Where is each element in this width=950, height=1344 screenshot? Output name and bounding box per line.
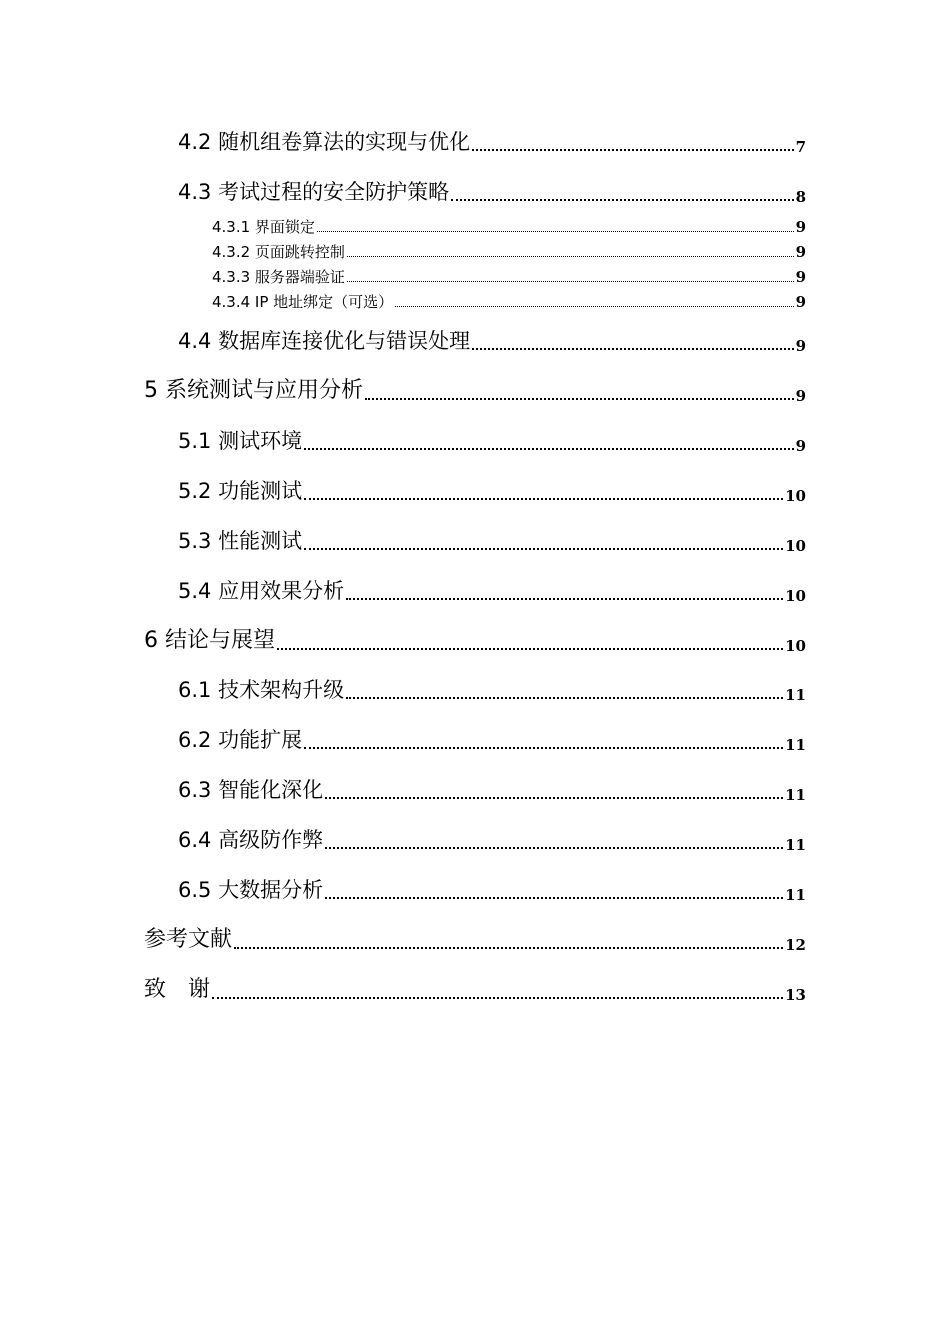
toc-entry-page-number: 10 xyxy=(785,637,806,655)
toc-dot-leader xyxy=(317,231,794,232)
toc-entry-5-2[interactable] xyxy=(178,476,806,506)
toc-entry-page-number: 9 xyxy=(795,337,806,355)
toc-entry-page-number: 9 xyxy=(795,293,806,311)
toc-entry-title: 6.5 大数据分析 xyxy=(178,878,324,902)
toc-entry-page-number: 11 xyxy=(785,886,806,904)
toc-entry-title: 6 结论与展望 xyxy=(144,628,275,653)
toc-entry-6[interactable] xyxy=(144,626,806,656)
toc-entry-title: 4.3.4 IP 地址绑定（可选） xyxy=(212,293,394,311)
toc-entry-4-3-3[interactable] xyxy=(212,267,806,287)
toc-entry-page-number: 9 xyxy=(795,387,806,405)
toc-entry-6-4[interactable] xyxy=(178,825,806,855)
toc-entry-page-number: 11 xyxy=(785,836,806,854)
toc-entry-page-number: 9 xyxy=(795,218,806,236)
toc-entry-4-4[interactable] xyxy=(178,326,806,356)
toc-entry-title: 参考文献 xyxy=(144,927,233,952)
toc-dot-leader xyxy=(325,897,783,899)
toc-entry-6-5[interactable] xyxy=(178,875,806,905)
toc-entry-4-3[interactable] xyxy=(178,177,806,207)
toc-entry-acknowledgements[interactable] xyxy=(144,975,806,1005)
toc-entry-5-4[interactable] xyxy=(178,576,806,606)
toc-entry-page-number: 11 xyxy=(785,686,806,704)
toc-entry-page-number: 10 xyxy=(785,487,806,505)
toc-dot-leader xyxy=(325,797,783,799)
toc-entry-title: 6.1 技术架构升级 xyxy=(178,678,345,702)
toc-dot-leader xyxy=(395,306,793,307)
toc-entry-title: 5.2 功能测试 xyxy=(178,479,303,503)
toc-entry-page-number: 10 xyxy=(785,537,806,555)
toc-entry-5-1[interactable] xyxy=(178,426,806,456)
toc-entry-title: 5.4 应用效果分析 xyxy=(178,579,345,603)
toc-entry-page-number: 11 xyxy=(785,736,806,754)
toc-entry-title: 6.3 智能化深化 xyxy=(178,778,324,802)
toc-entry-title: 6.2 功能扩展 xyxy=(178,728,303,752)
toc-entry-title: 4.3.1 界面锁定 xyxy=(212,218,315,236)
toc-entry-6-2[interactable] xyxy=(178,725,806,755)
toc-dot-leader xyxy=(347,256,794,257)
toc-entry-title: 5.1 测试环境 xyxy=(178,429,303,453)
toc-entry-page-number: 8 xyxy=(795,188,806,206)
toc-dot-leader xyxy=(346,598,783,600)
toc-entry-title: 4.3.2 页面跳转控制 xyxy=(212,243,345,261)
toc-dot-leader xyxy=(304,498,783,500)
toc-entry-title: 4.3 考试过程的安全防护策略 xyxy=(178,180,450,204)
toc-entry-page-number: 12 xyxy=(785,936,806,954)
toc-entry-title: 5.3 性能测试 xyxy=(178,529,303,553)
toc-entry-6-3[interactable] xyxy=(178,775,806,805)
toc-entry-page-number: 11 xyxy=(785,786,806,804)
toc-dot-leader xyxy=(325,847,783,849)
toc-entry-page-number: 9 xyxy=(795,268,806,286)
toc-dot-leader xyxy=(304,747,783,749)
toc-entry-title: 4.3.3 服务器端验证 xyxy=(212,268,345,286)
toc-entry-4-3-4[interactable] xyxy=(212,292,806,312)
toc-dot-leader xyxy=(304,548,783,550)
toc-entry-6-1[interactable] xyxy=(178,675,806,705)
toc-dot-leader xyxy=(346,697,783,699)
toc-dot-leader xyxy=(365,398,794,400)
toc-entry-page-number: 9 xyxy=(795,437,806,455)
toc-entry-5[interactable] xyxy=(144,376,806,406)
toc-entry-title: 4.4 数据库连接优化与错误处理 xyxy=(178,329,471,353)
toc-entry-page-number: 7 xyxy=(795,138,806,156)
toc-dot-leader xyxy=(451,199,793,201)
toc-entry-4-2[interactable] xyxy=(178,127,806,157)
toc-entry-page-number: 10 xyxy=(785,587,806,605)
toc-entry-page-number: 13 xyxy=(785,986,806,1004)
toc-dot-leader xyxy=(472,149,793,151)
toc-entry-title: 4.2 随机组卷算法的实现与优化 xyxy=(178,130,471,154)
toc-entry-4-3-2[interactable] xyxy=(212,242,806,262)
toc-dot-leader xyxy=(212,997,783,999)
toc-dot-leader xyxy=(472,348,793,350)
toc-dot-leader xyxy=(234,947,783,949)
toc-entry-4-3-1[interactable] xyxy=(212,217,806,237)
toc-entry-page-number: 9 xyxy=(795,243,806,261)
toc-dot-leader xyxy=(304,448,793,450)
toc-entry-5-3[interactable] xyxy=(178,526,806,556)
toc-dot-leader xyxy=(347,281,794,282)
toc-entry-title: 6.4 高级防作弊 xyxy=(178,828,324,852)
toc-entry-references[interactable] xyxy=(144,925,806,955)
toc-entry-title: 5 系统测试与应用分析 xyxy=(144,378,363,403)
toc-dot-leader xyxy=(277,648,783,650)
toc-entry-title: 致 谢 xyxy=(144,977,211,1002)
